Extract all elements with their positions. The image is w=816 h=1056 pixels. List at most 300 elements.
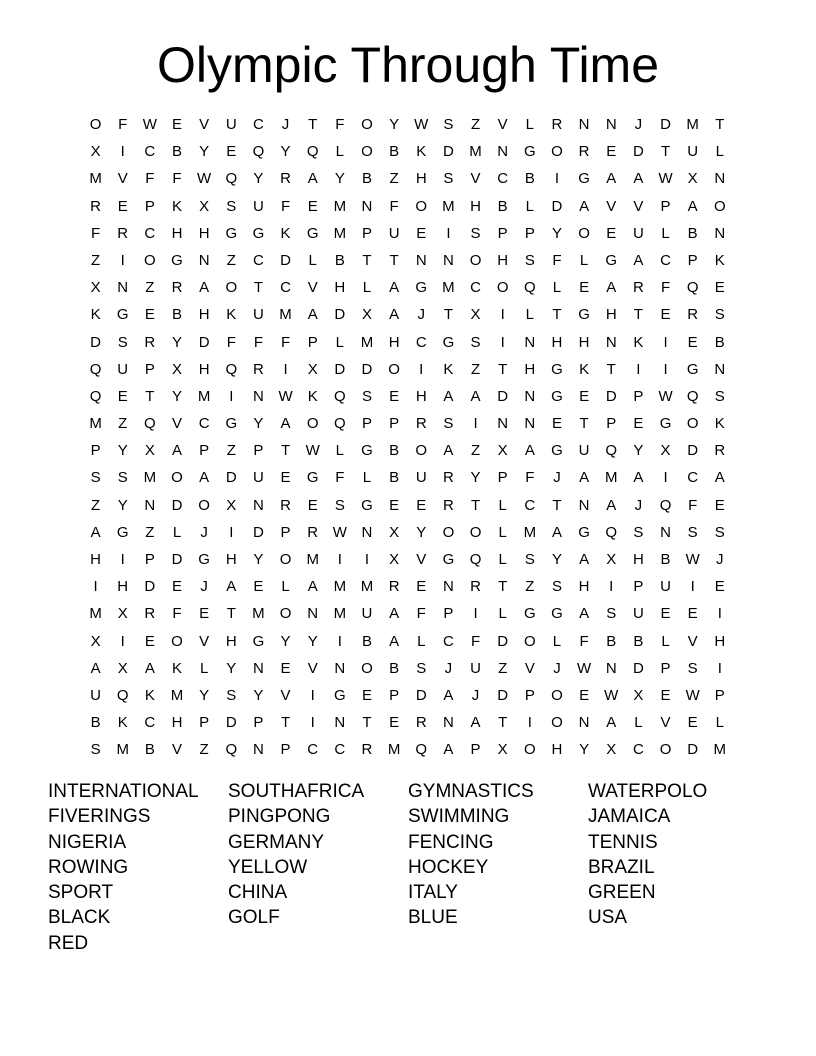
grid-letter: R <box>90 197 101 215</box>
grid-row <box>82 356 734 383</box>
grid-letter: D <box>687 741 699 759</box>
grid-letter: A <box>389 306 400 324</box>
grid-letter: D <box>252 523 264 541</box>
grid-letter: F <box>145 170 155 188</box>
grid-letter: E <box>199 605 210 623</box>
grid-letter: L <box>498 523 507 541</box>
grid-letter: G <box>551 605 563 623</box>
grid-letter: I <box>500 333 505 351</box>
grid-row <box>82 655 734 682</box>
grid-letter: P <box>660 659 671 677</box>
grid-letter: Q <box>252 143 265 161</box>
grid-letter: G <box>198 551 210 568</box>
grid-letter: R <box>470 578 481 596</box>
grid-letter: Q <box>334 415 346 433</box>
grid-letter: X <box>470 306 481 324</box>
grid-letter: B <box>660 551 671 568</box>
grid-letter: X <box>171 360 182 378</box>
grid-letter: E <box>144 306 155 324</box>
grid-letter: O <box>361 659 373 677</box>
word-list-item: YELLOW <box>228 856 308 878</box>
grid-letter: M <box>469 143 482 161</box>
grid-row <box>82 193 734 220</box>
grid-letter: O <box>279 551 292 568</box>
grid-letter: A <box>443 686 454 704</box>
grid-letter: E <box>171 578 182 596</box>
grid-letter: O <box>551 143 563 161</box>
grid-letter: N <box>252 496 264 514</box>
grid-letter: C <box>144 714 156 732</box>
grid-letter: C <box>334 741 346 759</box>
grid-letter: T <box>660 143 671 161</box>
grid-letter: U <box>361 605 373 623</box>
grid-letter: C <box>524 496 536 514</box>
grid-letter: S <box>117 333 128 351</box>
grid-letter: G <box>578 523 590 541</box>
grid-letter: G <box>252 632 265 650</box>
grid-letter: Y <box>633 442 644 460</box>
grid-letter: I <box>690 578 695 596</box>
grid-letter: A <box>389 279 400 297</box>
word-list-item: PINGPONG <box>228 806 331 828</box>
grid-letter: N <box>578 496 590 514</box>
grid-letter: D <box>225 469 237 487</box>
grid-letter: D <box>497 686 509 704</box>
grid-letter: L <box>417 632 426 650</box>
grid-letter: T <box>606 360 616 378</box>
grid-letter: A <box>280 415 291 433</box>
grid-letter: V <box>606 197 617 215</box>
grid-letter: U <box>470 659 481 677</box>
grid-letter: Z <box>118 415 128 433</box>
grid-letter: R <box>415 415 427 433</box>
word-list-item: RED <box>48 932 89 954</box>
grid-letter: P <box>389 686 400 704</box>
grid-letter: W <box>577 659 592 677</box>
grid-letter: Y <box>117 496 128 514</box>
grid-letter: I <box>120 251 125 269</box>
grid-letter: F <box>172 170 182 188</box>
grid-letter: A <box>524 442 535 460</box>
grid-letter: N <box>497 143 509 161</box>
grid-letter: O <box>686 415 699 433</box>
grid-letter: H <box>415 170 427 188</box>
grid-letter: J <box>553 469 561 487</box>
grid-letter: H <box>225 632 237 650</box>
grid-letter: G <box>551 360 563 378</box>
grid-letter: J <box>417 306 425 324</box>
grid-letter: P <box>144 360 155 378</box>
grid-row <box>82 410 734 437</box>
grid-letter: M <box>333 578 347 596</box>
grid-row <box>82 329 734 356</box>
grid-letter: A <box>470 714 481 732</box>
grid-letter: A <box>307 170 318 188</box>
grid-letter: J <box>634 116 643 133</box>
grid-letter: P <box>497 469 508 487</box>
grid-letter: P <box>524 224 535 242</box>
grid-letter: A <box>470 387 481 405</box>
grid-letter: A <box>606 714 617 732</box>
grid-letter: Q <box>605 442 618 460</box>
grid-letter: X <box>307 360 318 378</box>
grid-letter: I <box>636 360 641 378</box>
grid-letter: J <box>553 659 561 677</box>
grid-letter: W <box>658 170 673 188</box>
grid-letter: S <box>714 306 725 324</box>
grid-letter: G <box>523 143 536 161</box>
grid-letter: K <box>579 360 590 378</box>
grid-letter: C <box>307 741 319 759</box>
grid-letter: E <box>117 197 128 215</box>
grid-letter: I <box>717 659 722 677</box>
grid-letter: L <box>199 659 209 677</box>
grid-letter: P <box>633 578 644 596</box>
grid-letter: E <box>660 605 671 623</box>
grid-letter: N <box>361 197 373 215</box>
grid-letter: X <box>90 632 101 650</box>
grid-letter: M <box>306 551 319 568</box>
grid-letter: V <box>524 659 535 677</box>
grid-letter: A <box>389 632 400 650</box>
grid-letter: L <box>172 523 182 541</box>
grid-letter: T <box>362 251 372 269</box>
grid-letter: A <box>199 279 210 297</box>
grid-letter: V <box>117 170 128 188</box>
grid-letter: W <box>604 686 619 704</box>
grid-letter: Z <box>199 741 209 759</box>
grid-letter: C <box>442 632 454 650</box>
grid-letter: N <box>252 387 264 405</box>
grid-letter: N <box>307 605 319 623</box>
grid-letter: D <box>497 632 509 650</box>
grid-letter: H <box>198 306 210 324</box>
grid-letter: J <box>444 659 453 677</box>
grid-letter: L <box>335 333 344 351</box>
grid-letter: H <box>198 224 210 242</box>
grid-letter: Z <box>470 442 481 460</box>
grid-letter: W <box>685 551 700 568</box>
grid-letter: A <box>633 251 644 269</box>
grid-letter: I <box>663 469 668 487</box>
grid-letter: D <box>90 333 101 351</box>
grid-letter: A <box>714 469 725 487</box>
grid-letter: K <box>90 306 101 324</box>
grid-letter: P <box>470 741 481 759</box>
grid-letter: E <box>660 306 671 324</box>
word-list-item: HOCKEY <box>408 856 489 878</box>
grid-letter: O <box>496 279 509 297</box>
grid-letter: S <box>226 686 237 704</box>
grid-letter: F <box>525 469 535 487</box>
grid-letter: W <box>685 686 700 704</box>
grid-letter: F <box>688 496 698 514</box>
grid-letter: G <box>442 333 455 351</box>
grid-letter: Z <box>389 170 399 188</box>
grid-letter: H <box>714 632 726 650</box>
grid-letter: D <box>144 578 156 596</box>
grid-letter: E <box>579 279 590 297</box>
grid-letter: A <box>606 496 617 514</box>
grid-letter: V <box>199 116 210 133</box>
grid-letter: L <box>362 279 372 297</box>
grid-letter: A <box>687 197 698 215</box>
grid-row <box>82 220 734 247</box>
grid-letter: Q <box>605 523 618 541</box>
grid-letter: P <box>280 741 291 759</box>
grid-letter: I <box>717 605 722 623</box>
grid-letter: Y <box>280 143 291 161</box>
grid-letter: K <box>307 387 318 405</box>
grid-letter: E <box>253 578 264 596</box>
grid-letter: D <box>497 387 509 405</box>
grid-letter: M <box>523 523 537 541</box>
grid-letter: C <box>198 415 210 433</box>
grid-letter: E <box>171 116 182 133</box>
grid-letter: H <box>524 360 536 378</box>
grid-letter: N <box>497 415 509 433</box>
grid-letter: C <box>415 333 427 351</box>
grid-letter: D <box>415 686 427 704</box>
grid-letter: Z <box>90 251 101 269</box>
grid-letter: E <box>144 632 155 650</box>
grid-letter: S <box>470 224 481 242</box>
grid-letter: X <box>90 279 101 297</box>
grid-letter: K <box>226 306 237 324</box>
grid-letter: A <box>307 578 318 596</box>
grid-letter: D <box>334 360 346 378</box>
grid-letter: X <box>199 197 210 215</box>
grid-letter: Q <box>686 387 699 405</box>
grid-letter: E <box>687 605 698 623</box>
grid-letter: T <box>498 360 508 378</box>
word-list-item: BLUE <box>408 907 458 929</box>
grid-letter: I <box>337 551 342 568</box>
grid-letter: L <box>715 143 724 161</box>
grid-letter: R <box>171 279 183 297</box>
letter-grid <box>82 111 734 764</box>
grid-letter: R <box>632 279 644 297</box>
word-list-item: SOUTHAFRICA <box>228 781 365 802</box>
grid-letter: Y <box>226 659 237 677</box>
grid-letter: L <box>525 197 534 215</box>
grid-letter: C <box>144 143 156 161</box>
grid-letter: B <box>497 197 508 215</box>
grid-letter: F <box>470 632 481 650</box>
grid-letter: C <box>632 741 644 759</box>
grid-letter: E <box>361 686 372 704</box>
grid-row <box>82 301 734 328</box>
grid-letter: A <box>606 170 617 188</box>
grid-letter: P <box>253 714 264 732</box>
grid-letter: M <box>686 116 699 133</box>
grid-letter: A <box>606 279 617 297</box>
grid-row <box>82 628 734 655</box>
word-list <box>48 779 788 956</box>
grid-letter: H <box>198 360 210 378</box>
grid-letter: B <box>687 224 698 242</box>
grid-letter: D <box>660 116 671 133</box>
grid-letter: L <box>498 496 507 514</box>
grid-letter: D <box>632 659 644 677</box>
grid-letter: O <box>523 632 536 650</box>
grid-letter: U <box>660 578 671 596</box>
grid-letter: E <box>687 333 698 351</box>
grid-letter: H <box>415 387 427 405</box>
grid-letter: F <box>660 279 671 297</box>
grid-letter: I <box>609 578 614 596</box>
grid-letter: T <box>280 714 291 732</box>
grid-letter: B <box>361 632 372 650</box>
grid-letter: M <box>387 741 401 759</box>
grid-letter: T <box>552 496 562 514</box>
grid-letter: N <box>415 251 427 269</box>
grid-letter: G <box>334 686 346 704</box>
grid-letter: G <box>551 387 563 405</box>
grid-letter: Z <box>145 523 155 541</box>
grid-row <box>82 437 734 464</box>
grid-letter: X <box>117 605 128 623</box>
grid-letter: N <box>578 714 590 732</box>
grid-letter: Q <box>415 741 428 759</box>
grid-letter: G <box>551 442 563 460</box>
grid-letter: G <box>116 523 129 541</box>
grid-letter: G <box>523 605 536 623</box>
grid-letter: Z <box>226 251 236 269</box>
grid-letter: F <box>118 116 128 133</box>
grid-letter: L <box>634 714 643 732</box>
grid-letter: N <box>605 659 617 677</box>
grid-letter: O <box>361 143 373 161</box>
grid-letter: O <box>225 279 238 297</box>
grid-letter: R <box>280 496 291 514</box>
grid-letter: N <box>714 360 726 378</box>
grid-letter: X <box>226 496 237 514</box>
grid-letter: B <box>171 143 182 161</box>
grid-letter: I <box>473 605 478 623</box>
grid-letter: M <box>252 605 265 623</box>
grid-letter: A <box>171 442 182 460</box>
grid-letter: O <box>306 415 319 433</box>
grid-letter: O <box>361 116 373 133</box>
grid-letter: O <box>551 686 563 704</box>
grid-letter: Q <box>144 415 156 433</box>
grid-letter: O <box>659 741 672 759</box>
grid-letter: I <box>446 224 451 242</box>
grid-letter: O <box>469 523 482 541</box>
grid-letter: T <box>280 442 291 460</box>
grid-letter: C <box>687 469 699 487</box>
word-list-item: GOLF <box>228 907 280 929</box>
grid-letter: O <box>388 360 400 378</box>
grid-letter: X <box>144 442 155 460</box>
grid-letter: E <box>226 143 237 161</box>
grid-letter: I <box>554 170 560 188</box>
grid-letter: X <box>606 741 617 759</box>
grid-letter: N <box>524 415 536 433</box>
grid-row <box>82 519 734 546</box>
grid-letter: G <box>361 496 373 514</box>
grid-letter: Z <box>90 496 101 514</box>
grid-letter: E <box>280 469 291 487</box>
grid-letter: Y <box>389 116 400 133</box>
grid-letter: M <box>89 415 102 433</box>
grid-letter: I <box>337 632 342 650</box>
grid-letter: T <box>715 116 725 133</box>
grid-letter: E <box>117 387 128 405</box>
grid-letter: Y <box>334 170 345 188</box>
grid-letter: E <box>687 714 698 732</box>
grid-letter: N <box>605 333 617 351</box>
grid-letter: U <box>117 360 129 378</box>
grid-letter: M <box>333 605 347 623</box>
grid-letter: C <box>497 170 509 188</box>
grid-letter: P <box>714 686 725 704</box>
grid-letter: J <box>200 578 208 596</box>
grid-letter: T <box>498 578 508 596</box>
grid-letter: I <box>229 523 234 541</box>
grid-letter: C <box>252 116 264 133</box>
grid-letter: E <box>389 714 400 732</box>
grid-letter: I <box>120 143 125 161</box>
grid-letter: Y <box>470 469 481 487</box>
grid-letter: L <box>552 279 562 297</box>
grid-letter: R <box>361 741 373 759</box>
grid-letter: T <box>552 306 562 324</box>
grid-letter: O <box>551 714 563 732</box>
grid-letter: P <box>144 551 155 568</box>
grid-letter: K <box>714 415 725 433</box>
word-list-item: FENCING <box>408 831 494 853</box>
grid-row <box>82 709 734 736</box>
grid-letter: V <box>307 279 318 297</box>
grid-row <box>82 492 734 519</box>
grid-letter: H <box>605 306 617 324</box>
grid-letter: V <box>307 659 318 677</box>
grid-letter: Q <box>469 551 482 568</box>
grid-row <box>82 111 734 138</box>
grid-letter: V <box>470 170 481 188</box>
grid-letter: X <box>90 143 101 161</box>
grid-letter: N <box>524 333 536 351</box>
grid-letter: H <box>578 578 590 596</box>
word-list-item: WATERPOLO <box>588 781 708 802</box>
grid-letter: H <box>578 333 590 351</box>
grid-letter: M <box>333 224 347 242</box>
grid-letter: D <box>334 306 346 324</box>
grid-letter: A <box>144 659 155 677</box>
grid-letter: R <box>415 714 427 732</box>
grid-letter: E <box>416 224 427 242</box>
grid-letter: G <box>361 442 373 460</box>
grid-letter: P <box>389 415 400 433</box>
grid-letter: B <box>389 143 400 161</box>
grid-letter: N <box>361 523 373 541</box>
word-list-item: BRAZIL <box>588 856 655 878</box>
grid-letter: E <box>660 686 671 704</box>
grid-letter: G <box>415 279 428 297</box>
grid-letter: G <box>578 306 590 324</box>
grid-letter: Q <box>686 279 699 297</box>
grid-letter: W <box>197 170 212 188</box>
grid-letter: F <box>579 632 589 650</box>
grid-letter: O <box>144 251 156 269</box>
grid-letter: F <box>172 605 182 623</box>
grid-letter: E <box>714 279 725 297</box>
grid-letter: S <box>687 659 698 677</box>
grid-letter: U <box>578 442 590 460</box>
grid-letter: U <box>632 605 644 623</box>
